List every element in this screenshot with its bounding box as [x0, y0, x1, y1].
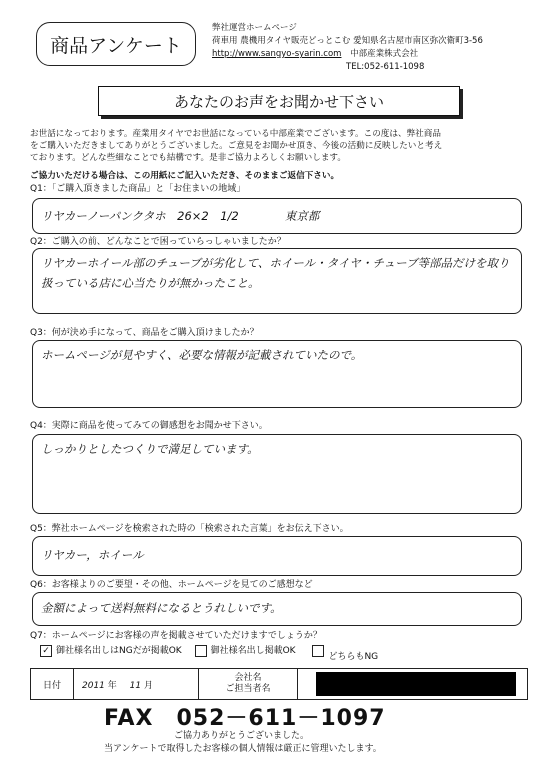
intro-line: ております。どんな些細なことでも結構です。是非ご協力よろしくお願いします。: [30, 153, 346, 163]
question-label-2: Q2：ご購入の前、どんなことで困っていらっしゃいましたか？: [30, 237, 286, 247]
option-label-1: 御社様名出しはNGだが掲載OK: [56, 646, 182, 656]
company-person-field[interactable]: [298, 669, 528, 700]
option-label-3: どちらもNG: [328, 652, 379, 662]
intro-text: [30, 128, 535, 164]
answer-box-1[interactable]: リヤカーノーパンクタホ 26×2 1/2 東京都: [32, 198, 522, 234]
question-label-6: Q6：お客様よりのご要望・その他、ホームページを見てのご感想など: [30, 580, 313, 590]
checkbox-option-1[interactable]: ✓: [40, 645, 52, 657]
answer-box-5[interactable]: リヤカー，ホイール: [32, 536, 522, 576]
question-label-3: Q3：何が決め手になって、商品をご購入頂けましたか？: [30, 328, 259, 338]
company-name: 中部産業株式会社: [350, 49, 419, 59]
q7-options: [36, 643, 526, 662]
option-label-2: 御社様名出し掲載OK: [210, 646, 296, 656]
instruction-text: ご協力いただける場合は、この用紙にご記入いただき、そのままご返信下さい。: [30, 171, 340, 181]
question-label-1: Q1：「ご購入頂きました商品」と「お住まいの地域」: [30, 184, 246, 194]
company-label: 会社名: [234, 673, 262, 683]
month-unit: 月: [144, 680, 154, 691]
checkbox-option-2[interactable]: [195, 645, 207, 657]
site-url[interactable]: http://www.sangyo-syarin.com: [212, 49, 342, 59]
site-url-line: [212, 48, 532, 61]
answer-box-2[interactable]: リヤカーホイール部のチューブが劣化して、ホイール・タイヤ・チューブ等部品だけを取り扱っている店に心当たりが無かったこと。: [32, 248, 522, 314]
page-title: 商品アンケート: [36, 22, 196, 66]
company-person-label: [199, 669, 298, 700]
question-label-4: Q4：実際に商品を使ってみての御感想をお聞かせ下さい。: [30, 421, 268, 431]
thanks-text: ご協力ありがとうございました。: [174, 731, 310, 741]
fax-number: FAX 052－611－1097: [104, 706, 386, 731]
answer-box-4[interactable]: しっかりとしたつくりで満足しています。: [32, 434, 522, 514]
person-label: ご担当者名: [225, 684, 271, 694]
banner-heading: あなたのお声をお聞かせ下さい: [98, 86, 460, 116]
year-unit: 年: [107, 680, 117, 691]
company-header: [212, 22, 532, 74]
answer-box-6[interactable]: 金額によって送料無料になるとうれしいです。: [32, 592, 522, 626]
phone-number: TEL:052-611-1098: [346, 62, 425, 72]
intro-line: お世話になっております。産業用タイヤでお世話になっている中部産業でございます。この度は、弊社商品: [30, 129, 441, 139]
answer-box-3[interactable]: ホームページが見やすく、必要な情報が記載されていたので。: [32, 340, 522, 408]
privacy-text: 当アンケートで取得したお客様の個人情報は厳正に管理いたします。: [104, 744, 382, 754]
date-year: 2011: [82, 680, 105, 691]
site-description: 荷車用 農機用タイヤ販売どっとこむ 愛知県名古屋市南区弥次衛町3-56: [212, 36, 483, 46]
question-label-5: Q5：弊社ホームページを検索された時の「検索された言葉」をお伝え下さい。: [30, 524, 349, 534]
question-label-7: Q7：ホームページにお客様の声を掲載させていただけますでしょうか？: [30, 631, 322, 641]
site-name: 弊社運営ホームページ: [212, 23, 297, 33]
intro-line: をご購入いただきましてありがとうございました。ご意見をお聞かせ頂き、今後の活動に反映したいと考え: [30, 141, 443, 151]
redaction-block: [316, 672, 516, 696]
footer-table: [30, 668, 528, 700]
date-month: 11: [129, 680, 142, 691]
date-label: 日付: [31, 669, 74, 700]
date-field[interactable]: [74, 669, 199, 700]
checkbox-option-3[interactable]: [312, 645, 324, 657]
